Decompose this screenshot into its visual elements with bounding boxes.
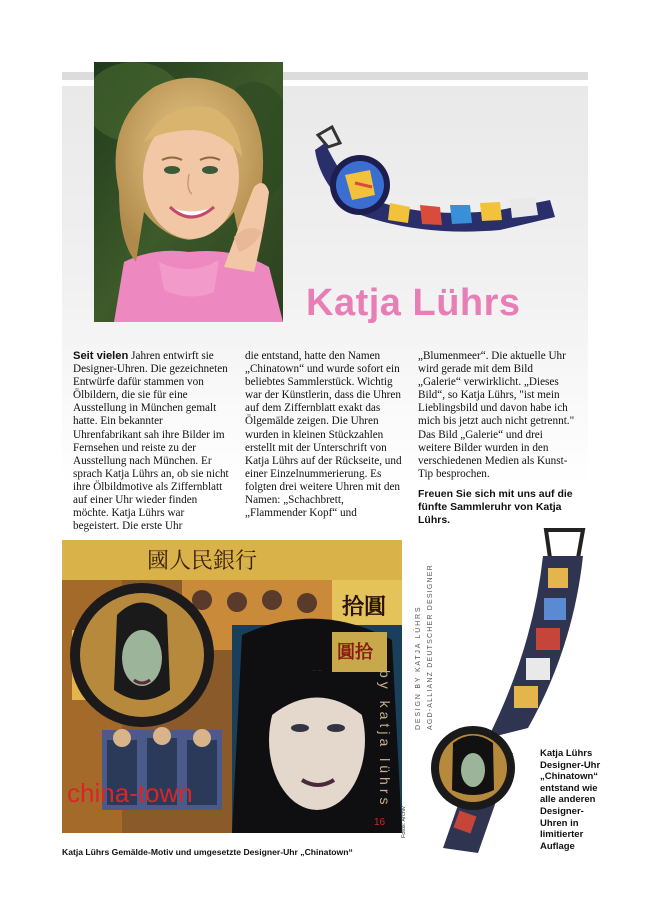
design-credit-line-2: AGD-ALLIANZ DEUTSCHER DESIGNER [427, 564, 434, 730]
chinese-banner-text: 國人民銀行 [147, 548, 258, 573]
painting-number: 16 [374, 817, 386, 828]
chinese-value-text: 拾圓 [342, 594, 387, 619]
watch-product-photo [300, 125, 560, 235]
body-column-3: „Blumenmeer“. Die aktuelle Uhr wird gerade mit dem Bild „Galerie“ verwirklicht. „Dieses Bild“, so Katja Lührs, "ist mein Lieblingsbild und davon habe ich mich bis jetzt auch nicht getrennt." Das Bild „Galerie“ und drei weitere Bilder wurden in den verschiedenen Medien als Kunst-Tip besprochen. [418, 350, 575, 480]
portrait-photo [94, 62, 283, 322]
body-column-1-text: Jahren entwirft sie Designer-Uhren. Die gezeichneten Entwürfe dafür stammen von Ölbildern, die sie für eine Ausstellung in München gemalt hatte. Ein bekannter Uhrenfabrikant sah ihre Bilder im Fernsehen und reiste zu der Ausstellung nach München. Er sprach Katja Lührs an, ob sie nicht ihre Ölbildmotive als Ziffernblatt auf einer Uhr wieder finden möchte. Katja Lührs war begeistert. Die erste Uhr [73, 350, 229, 533]
body-column-1 [73, 350, 233, 533]
body-column-2: die entstand, hatte den Namen „Chinatown“ und wurde sofort ein beliebtes Sammlerstück. Wichtig war der Künstlerin, dass die Uhren auf dem Ziffernblatt exakt das Ölgemälde zeigen. Die Uhren wurden in kleinen Stückzahlen erstellt mit der Unterschrift von Katja Lührs auf der Rückseite, und einer Einzelnummerierung. Es folgten drei weitere Uhren mit den Namen: „Schachbrett, „Flammender Kopf“ und [245, 350, 402, 520]
watch-side-caption: Katja Lührs Designer-Uhr „Chinatown“ entstand wie alle anderen Designer-Uhren in limitierter Auflage [540, 748, 601, 852]
painting-bottom-caption: Katja Lührs Gemälde-Motiv und umgesetzte Designer-Uhr „Chinatown“ [62, 847, 353, 857]
chinatown-painting [62, 540, 402, 833]
chinese-value-text-2: 圓拾 [337, 642, 373, 662]
painting-signature: by katja lührs [377, 670, 393, 809]
photo-credit [396, 800, 408, 840]
chinatown-label: china-town [67, 778, 193, 808]
article-headline: Katja Lührs [306, 282, 521, 324]
design-credit-line-1: DESIGN BY KATJA LÜHRS [415, 605, 422, 730]
photo-credit-text: Fotos: Archiv [401, 806, 407, 838]
lead-in: Seit vielen [73, 350, 129, 362]
promo-text: Freuen Sie sich mit uns auf die fünfte Sammleruhr von Katja Lührs. [418, 488, 573, 526]
